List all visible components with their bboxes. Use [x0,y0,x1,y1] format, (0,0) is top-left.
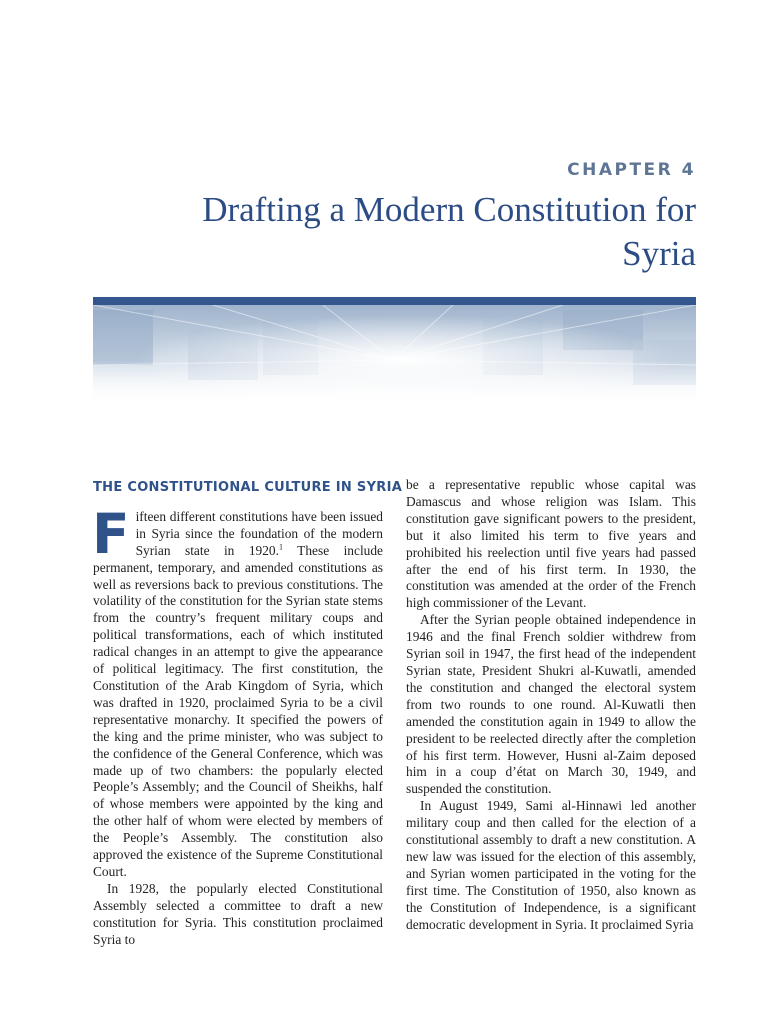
paragraph-3: After the Syrian people obtained independence in 1946 and the final French soldier withdrew from Syrian soil in 1947, the first head of the independent Syrian state, President Shukri al-Kuwatli, amended the constitution and changed the electoral system from two rounds to one round. Al-Kuwatli then amended the constitution again in 1949 to allow the president to be reelected directly after the completion of his first term. However, Husni al-Zaim deposed him in a coup d’état on March 30, 1949, and suspended the constitution. [406,612,696,797]
paragraph-1 [92,501,384,881]
drop-cap: F [92,501,130,566]
text-column-right [406,477,696,933]
paragraph-1-text-a: ifteen different constitutions have been issued in Syria since the foundation of the modern Syrian state in 1920. [135,508,383,558]
footnote-marker: 1 [278,542,283,552]
paragraph-4: In August 1949, Sami al-Hinnawi led another military coup and then called for the election of a constitutional assembly to draft a new constitution. A new law was issued for the election of this assembly, and Syrian women participated in the voting for the first time. The Constitution of 1950, also known as the Constitution of Independence, is a significant democratic development in Syria. It proclaimed Syria [406,798,696,932]
paragraph-2-start: In 1928, the popularly elected Constitutional Assembly selected a committee to draft a new constitution for Syria. This constitution proclaimed Syria to [93,880,383,947]
paragraph-2-continued: be a representative republic whose capital was Damascus and whose religion was Islam. This constitution gave significant powers to the president, but it also limited his term to five years and prohibited his reelection until five years had passed after the end of his first term. In 1930, the constitution was amended at the order of the French high commissioner of the Levant. [406,477,696,611]
paragraph-1-text-b: These include permanent, temporary, and amended constitutions as well as reversions back to previous constitutions. The volatility of the constitution for the Syrian state stems from the country’s frequent military coups and political transformations, each of which instituted radical changes in an attempt to give the appearance of political legitimacy. The first constitution, the Constitution of the Arab Kingdom of Syria, which was drafted in 1920, proclaimed Syria to be a civil representative monarchy. It specified the powers of the king and the prime minister, who was subject to the confidence of the General Conference, which was made up of two chambers: the popularly elected People’s Assembly; and the Council of Sheikhs, half of whose members were appointed by the king and the other half of whom were elected by members of the People’s Assembly. The constitution also approved the existence of the Supreme Constitutional Court. [93,542,384,879]
chapter-title: Drafting a Modern Constitution for Syria [202,190,696,273]
chapter-label: CHAPTER 4 [567,160,696,180]
section-heading: THE CONSTITUTIONAL CULTURE IN SYRIA [93,480,403,495]
banner-image [93,305,696,405]
text-column-left [92,478,403,948]
banner-rule [93,297,696,305]
